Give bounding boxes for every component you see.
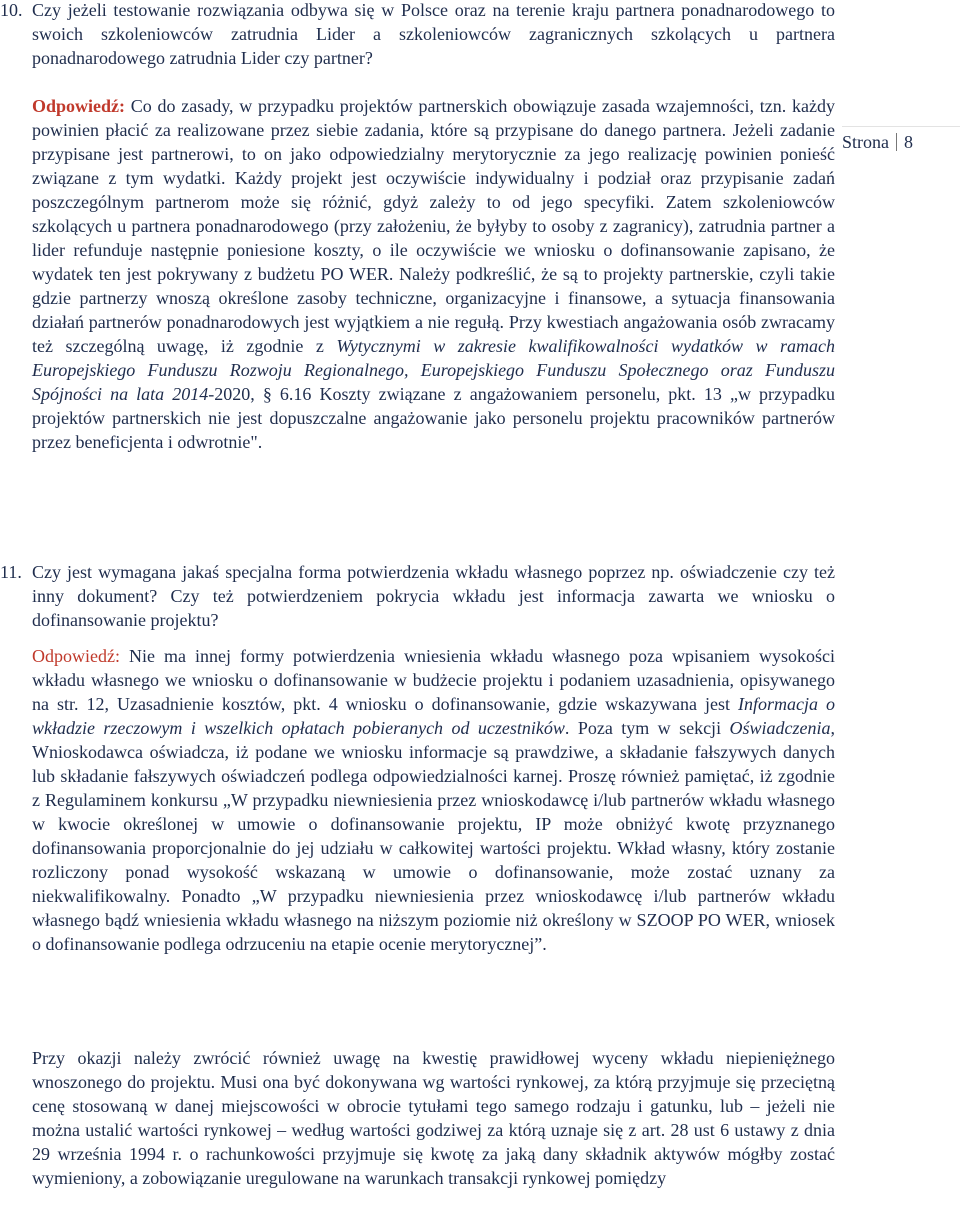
page-number-label: Strona [842, 132, 889, 152]
page-number [842, 130, 913, 154]
answer-label: Odpowiedź: [32, 96, 126, 116]
answer-italic-text: Wytycznymi w zakresie kwalifikowalności wydatków w ramach Europejskiego Funduszu Rozwoju Regionalnego, Europejskiego Funduszu Społecznego oraz Funduszu Spójności na lata 2014 [32, 336, 836, 404]
question-number: 10. [0, 0, 23, 20]
answer-text: Nie ma innej formy potwierdzenia wniesienia wkładu własnego poza wpisaniem wysokości wkładu własnego we wniosku o dofinansowanie w budżecie projektu i podaniem uzasadnienia, opisywanego na str. 12, Uzasadnienie kosztów, pkt. 4 wniosku o dofinansowanie, gdzie wskazywana jest [32, 646, 835, 714]
question-number: 11. [0, 562, 22, 582]
question-text: Czy jest wymagana jakaś specjalna forma potwierdzenia wkładu własnego poprzez np. oświadczenie czy też inny dokument? Czy też potwierdzeniem pokrycia wkładu jest informacja zawarta we wniosku o dofinansowanie projektu? [32, 562, 835, 630]
answer-text-continued: -2020, § 6.16 Koszty związane z angażowaniem personelu, pkt. 13 „w przypadku projektów partnerskich nie jest dopuszczalne angażowanie jako personelu projektu pracowników partnerów przez beneficjenta i odwrotnie". [32, 384, 836, 452]
answer-11-paragraph-2: Przy okazji należy zwrócić również uwagę na kwestię prawidłowej wyceny wkładu niepieniężnego wnoszonego do projektu. Musi ona być dokonywana wg wartości rynkowej, za którą przyjmuje się przeciętną cenę stosowaną w danej miejscowości w obrocie tytułami tego samego rodzaju i gatunku, lub – jeżeli nie można ustalić wartości rynkowej – według wartości godziwej za którą uznaje się z art. 28 ust 6 ustawy z dnia 29 września 1994 r. o rachunkowości przyjmuje się kwotę za jaką dany składnik aktywów mógłby zostać wymieniony, a zobowiązanie uregulowane na warunkach transakcji rynkowej pomiędzy [32, 1048, 835, 1188]
answer-text-continued-2: , Wnioskodawca oświadcza, iż podane we wniosku informacje są prawdziwe, a składanie fałszywych danych lub składanie fałszywych oświadczeń podlega odpowiedzialności karnej. Proszę również pamiętać, iż zgodnie z Regulaminem konkursu „W przypadku niewniesienia przez wnioskodawcę i/lub partnerów wkładu własnego w kwocie określonej w umowie o dofinansowanie projektu, IP może obniżyć kwotę przyznanego dofinansowania proporcjonalnie do jej udziału w całkowitej wartości projektu. Wkład własny, który zostanie rozliczony ponad wysokość wskazaną w umowie o dofinansowanie, może zostać uznany za niekwalifikowalny. Ponadto „W przypadku niewniesienia przez wnioskodawcę i/lub partnerów wkładu własnego bądź wniesienia wkładu własnego na niższym poziomie niż określony w SZOOP PO WER, wniosek o dofinansowanie podlega odrzuceniu na etapie ocenie merytorycznej”. [32, 718, 835, 954]
answer-italic-text-2: Oświadczenia [729, 718, 831, 738]
question-text: Czy jeżeli testowanie rozwiązania odbywa się w Polsce oraz na terenie kraju partnera ponadnarodowego to swoich szkoleniowców zatrudnia Lider a szkoleniowców zagranicznych szkolących u partnera ponadnarodowego zatrudnia Lider czy partner? [32, 0, 835, 68]
answer-11 [32, 644, 835, 956]
answer-italic-text: Informacja o wkładzie rzeczowym i wszelkich opłatach pobieranych od uczestników [32, 694, 835, 738]
answer-label: Odpowiedź: [32, 646, 120, 666]
page-number-value: 8 [904, 132, 913, 152]
page-number-divider [896, 133, 897, 151]
answer-text: Co do zasady, w przypadku projektów partnerskich obowiązuje zasada wzajemności, tzn. każdy powinien płacić za realizowane przez siebie zadania, które są przypisane do danego partnera. Jeżeli zadanie przypisane jest partnerowi, to on jako odpowiedzialny merytorycznie za jego realizację powinien ponieść związane z tym wydatki. Każdy projekt jest oczywiście indywidualny i podział oraz przypisanie zadań poszczególnym partnerom może się różnić, gdyż zależy to od jego specyfiki. Zatem szkoleniowców szkolących u partnera ponadnarodowego (przy założeniu, że byłyby to osoby z zagranicy), zatrudnia partner a lider refunduje następnie poniesione koszty, o ile oczywiście we wniosku o dofinansowanie zapisano, że wydatek ten jest pokrywany z budżetu PO WER. Należy podkreślić, że są to projekty partnerskie, czyli takie gdzie partnerzy wnoszą określone zasoby techniczne, organizacyjne i finansowe, a sytuacja finansowania działań partnerów ponadnarodowych jest wyjątkiem a nie regułą. Przy kwestiach angażowania osób zwracamy też szczególną uwagę, iż zgodnie z [32, 96, 835, 356]
answer-10 [32, 94, 835, 454]
page-number-rule [842, 126, 960, 127]
answer-text-continued: . Poza tym w sekcji [564, 718, 730, 738]
